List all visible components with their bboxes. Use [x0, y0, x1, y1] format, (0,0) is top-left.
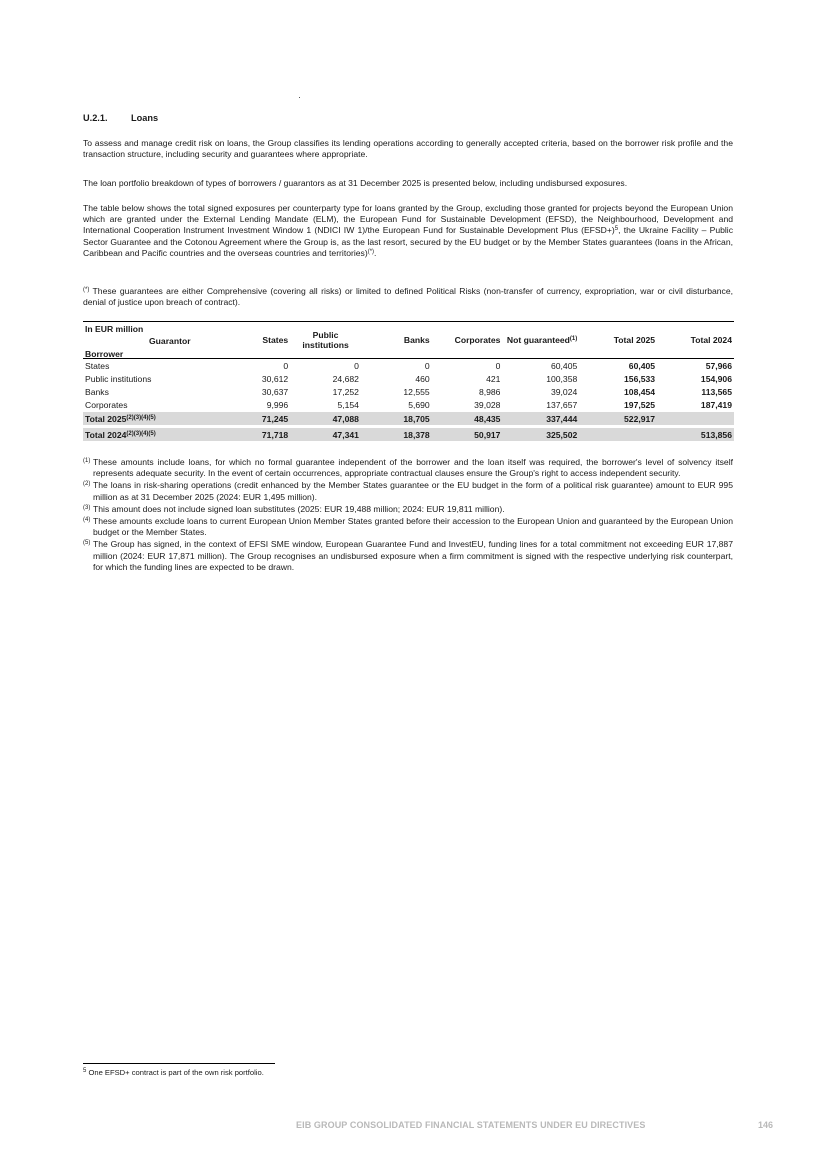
- cell-corporates: 421: [486, 373, 501, 384]
- guarantor-label: Guarantor: [149, 336, 191, 346]
- loans-table: [83, 321, 734, 441]
- paragraph-guarantee-note: [83, 286, 733, 308]
- section-number: U.2.1.: [83, 113, 108, 123]
- cell-corporates: 8,986: [478, 386, 501, 397]
- col-header-not-guaranteed: [502, 322, 579, 359]
- table-row: [83, 385, 734, 398]
- cell-not-guaranteed: 137,657: [546, 399, 578, 410]
- not-guaranteed-label: Not guaranteed: [506, 335, 570, 345]
- paragraph-credit-risk: To assess and manage credit risk on loans, the Group classifies its lending operations according to generally accepted criteria, based on the borrower risk profile and the transaction structure, including security and guarantees where appropriate.: [83, 138, 733, 160]
- guarantee-note-text: These guarantees are either Comprehensive (covering all risks) or limited to defined Political Risks (non-transfer of currency, expropriation, war or civil disturbance, denial of justice upon breach of contract).: [83, 286, 733, 308]
- cell-banks: 460: [415, 373, 430, 384]
- row-label: [83, 412, 219, 427]
- page-number: 146: [758, 1120, 774, 1130]
- asterisk-ref: (*): [367, 248, 375, 255]
- asterisk-mark: (*): [83, 287, 90, 293]
- cell-total-2024: 513,856: [657, 427, 734, 442]
- cell-public-institutions: 47,341: [290, 427, 361, 442]
- cell-not-guaranteed: 100,358: [546, 373, 578, 384]
- cell-states: 30,637: [261, 386, 289, 397]
- cell-states: 30,612: [261, 373, 289, 384]
- cell-corporates: 48,435: [432, 412, 503, 427]
- cell-corporates: 0: [495, 360, 501, 371]
- cell-banks: 18,705: [361, 412, 432, 427]
- cell-total-2025: 197,525: [624, 399, 656, 410]
- cell-states: 71,718: [219, 427, 290, 442]
- footnote-marker: 5: [83, 1068, 87, 1074]
- table-notes: [83, 457, 733, 574]
- note-marker: (1): [83, 458, 91, 464]
- cell-total-2024: [657, 412, 734, 427]
- note-text: The Group has signed, in the context of EFSI SME window, European Guarantee Fund and InvestEU, funding lines for a total commitment not exceeding EUR 17,887 million (2024: EUR 17,871 million). The Group recognises an undisbursed exposure when a firm commitment is signed with the respective underlying risk counterpart, for which the funding lines are expected to be drawn.: [93, 539, 733, 572]
- page-footnote: [83, 1068, 264, 1077]
- table-header-row: [83, 322, 734, 359]
- note-marker: (3): [83, 504, 91, 511]
- cell-not-guaranteed: 337,444: [502, 412, 579, 427]
- cell-states: 71,245: [219, 412, 290, 427]
- footnote-text: One EFSD+ contract is part of the own risk portfolio.: [86, 1068, 264, 1077]
- cell-total-2024: 113,565: [701, 386, 732, 397]
- table-row: [83, 372, 734, 385]
- paragraph-text-a: The table below shows the total signed exposures per counterparty type for loans granted by the Group, excluding those granted for projects beyond the European Union which are granted under the External Lending Mandate (ELM), the European Fund for Sustainable Development (EFSD), the Neighbourhood, Development and International Cooperation Instrument Investment Window 1 (NDICI IW 1)/the European Fund for Sustainable Development Plus (EFSD+): [83, 203, 733, 236]
- paragraph-portfolio-breakdown: The loan portfolio breakdown of types of borrowers / guarantors as at 31 December 2025 is presented below, including undisbursed exposures.: [83, 178, 628, 188]
- stray-dot: [299, 97, 300, 98]
- list-item: [83, 516, 733, 538]
- col-header-states: States: [219, 322, 290, 359]
- cell-not-guaranteed: 60,405: [550, 360, 578, 371]
- not-guaranteed-note-ref: (1): [569, 336, 578, 342]
- cell-total-2025: 156,533: [624, 373, 656, 384]
- cell-banks: 18,378: [361, 427, 432, 442]
- section-heading: [83, 113, 158, 123]
- row-label: Public institutions: [85, 373, 152, 384]
- cell-public-institutions: 0: [354, 360, 359, 371]
- total-2025-label: Total 2025: [85, 413, 127, 424]
- cell-total-2024: 187,419: [700, 399, 732, 410]
- total-2025-row: [83, 412, 734, 427]
- note-text: This amount does not include signed loan substitutes (2025: EUR 19,488 million; 2024: EUR 19,811 million).: [93, 503, 505, 514]
- footnote-divider: [83, 1063, 275, 1064]
- header-corner-cell: [83, 322, 219, 359]
- cell-not-guaranteed: 325,502: [502, 427, 579, 442]
- total-2024-label: Total 2024: [85, 429, 127, 440]
- cell-banks: 0: [424, 360, 430, 371]
- cell-total-2025: 522,917: [579, 412, 657, 427]
- row-label: States: [85, 360, 110, 371]
- total-2025-note-refs: (2)(3)(4)(5): [126, 414, 156, 421]
- row-label: [83, 427, 219, 442]
- cell-public-institutions: 24,682: [332, 373, 359, 384]
- cell-corporates: 39,028: [474, 399, 501, 410]
- section-title: Loans: [131, 113, 159, 123]
- row-label: Corporates: [85, 399, 128, 410]
- cell-total-2024: 154,906: [700, 373, 732, 384]
- row-label: Banks: [85, 386, 109, 397]
- cell-not-guaranteed: 39,024: [550, 386, 578, 397]
- list-item: [83, 457, 733, 479]
- cell-total-2024: 57,966: [705, 360, 732, 371]
- cell-banks: 12,555: [403, 386, 430, 397]
- cell-public-institutions: 47,088: [290, 412, 361, 427]
- paragraph-text-c: .: [374, 247, 377, 258]
- note-text: These amounts include loans, for which no formal guarantee independent of the borrower and the loan itself was required, the borrower's level of solvency itself represents adequate security. In the event of certain occurrences, appropriate contractual clauses ensure the Group's right to access independent security.: [93, 457, 733, 479]
- note-marker: (4): [83, 517, 91, 524]
- note-marker: (5): [83, 540, 91, 547]
- table-row: [83, 398, 734, 412]
- cell-total-2025: 108,454: [624, 386, 656, 397]
- note-text: These amounts exclude loans to current European Union Member States granted before their accession to the European Union and guaranteed by the European Union budget or the Member States.: [93, 516, 733, 538]
- col-header-total-2024: Total 2024: [657, 322, 734, 359]
- paragraph-table-description: [83, 203, 733, 259]
- cell-total-2025: [579, 427, 657, 442]
- borrower-label: Borrower: [85, 349, 124, 359]
- unit-label: In EUR million: [85, 324, 144, 334]
- col-header-banks: Banks: [361, 322, 432, 359]
- cell-states: 0: [283, 360, 289, 371]
- cell-public-institutions: 5,154: [337, 399, 359, 410]
- footnote-ref-5: 5: [614, 226, 619, 233]
- col-header-total-2025: Total 2025: [579, 322, 657, 359]
- col-header-corporates: Corporates: [432, 322, 503, 359]
- cell-corporates: 50,917: [432, 427, 503, 442]
- col-header-public-institutions: Public institutions: [290, 322, 361, 359]
- cell-public-institutions: 17,252: [332, 386, 359, 397]
- note-text: The loans in risk-sharing operations (credit enhanced by the Member States guarantee or the EU budget in the form of a political risk guarantee) amount to EUR 995 million as at 31 December 2025 (2024: EUR 1,495 million).: [93, 480, 733, 502]
- total-2024-note-refs: (2)(3)(4)(5): [126, 430, 156, 437]
- cell-total-2025: 60,405: [628, 360, 656, 371]
- total-2024-row: [83, 427, 734, 442]
- cell-states: 9,996: [266, 399, 289, 410]
- list-item: [83, 504, 733, 515]
- list-item: [83, 539, 733, 573]
- list-item: [83, 480, 733, 502]
- paragraph-text-b: , the Ukraine Facility – Public Sector Guarantee and the Cotonou Agreement where the Group is, as the last resort, secured by the EU budget or by the Member States guarantees (loans in the African, Caribbean and Pacific countries and the overseas countries and territories): [83, 225, 733, 258]
- running-footer: EIB GROUP CONSOLIDATED FINANCIAL STATEMENTS UNDER EU DIRECTIVES: [296, 1120, 646, 1130]
- note-marker: (2): [83, 481, 91, 488]
- table-row: [83, 359, 734, 373]
- cell-banks: 5,690: [408, 399, 430, 410]
